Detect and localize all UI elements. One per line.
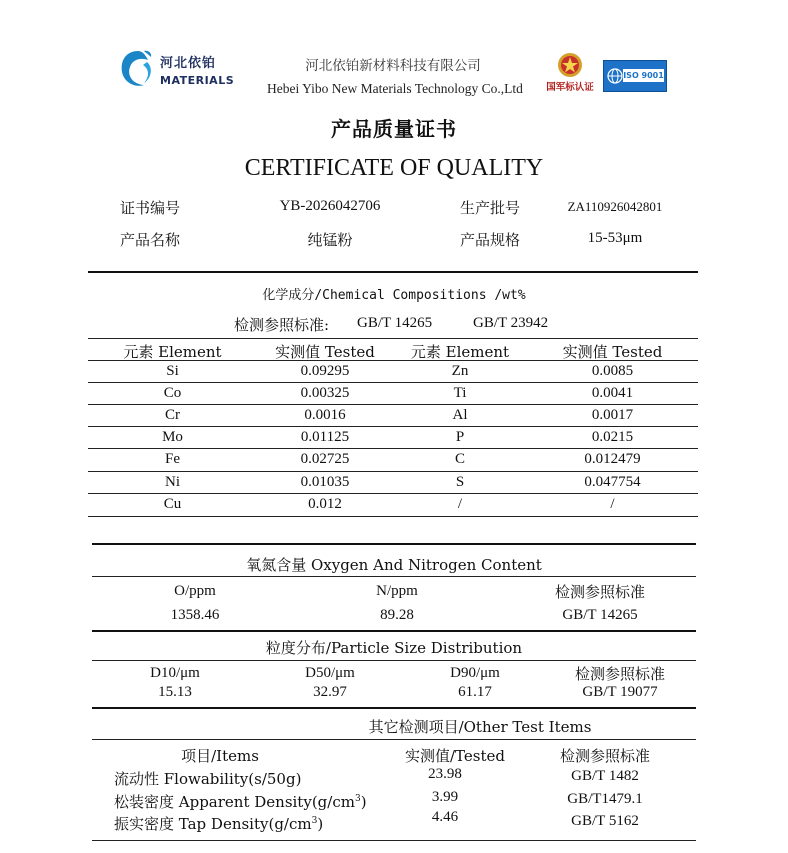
chem-standard-label: 检测参照标准:	[234, 316, 330, 334]
batch-number-label: 生产批号	[460, 199, 521, 217]
other-col-tested: 实测值/Tested	[405, 747, 505, 765]
logo-text-cn: 河北依铂	[160, 56, 217, 71]
other-item-name: 松装密度 Apparent $Density(g/cm^3)$	[114, 793, 367, 811]
other-col-standard: 检测参照标准	[559, 747, 650, 765]
chem-cell: /	[457, 496, 463, 512]
d10-value: 15.13	[158, 684, 192, 700]
logo-text-en: MATERIALS	[160, 74, 235, 87]
divider	[92, 543, 696, 545]
psd-col-d50: D50/μm	[305, 665, 355, 681]
star-emblem-icon	[557, 52, 583, 78]
on-col-standard: 检测参照标准	[554, 583, 645, 601]
other-item-value: 3.99	[431, 789, 459, 805]
chem-cell: C	[454, 451, 465, 467]
other-item-name: 流动性 Flowability(s/50g)	[114, 770, 302, 788]
chem-cell: 0.00325	[300, 385, 350, 401]
divider	[88, 471, 698, 472]
chem-cell: 0.0041	[591, 385, 634, 401]
product-name-label: 产品名称	[120, 231, 181, 249]
other-col-items: 项目/Items	[181, 747, 259, 765]
chem-cell: Cr	[165, 407, 180, 423]
product-name-value: 纯锰粉	[307, 231, 353, 249]
batch-number-value: ZA110926042801	[567, 199, 663, 214]
other-item-standard: GB/T1479.1	[567, 791, 643, 807]
military-cert-badge	[544, 52, 596, 96]
military-cert-label: 国军标认证	[546, 82, 594, 93]
chem-cell: P	[455, 429, 465, 445]
chem-cell: 0.09295	[300, 363, 350, 379]
cert-number-label: 证书编号	[120, 199, 181, 217]
psd-standard-value: GB/T 19077	[582, 684, 658, 700]
chem-col-element: 元素 Element	[123, 343, 222, 361]
iso-badge-label: ISO 9001	[623, 71, 664, 80]
divider	[88, 338, 698, 339]
chem-cell: 0.01125	[300, 429, 350, 445]
iso-badge	[603, 60, 667, 92]
chem-cell: Zn	[451, 363, 469, 379]
divider	[92, 707, 696, 709]
chem-cell: Al	[452, 407, 468, 423]
on-col-oxygen: O/ppm	[174, 583, 216, 599]
d90-value: 61.17	[458, 684, 492, 700]
chem-cell: S	[455, 474, 465, 490]
chem-standard-2: GB/T 23942	[473, 315, 549, 331]
chem-cell: Si	[166, 363, 179, 379]
divider	[88, 493, 698, 494]
chem-cell: 0.02725	[300, 451, 350, 467]
psd-section-title: 粒度分布/Particle Size Distribution	[265, 639, 523, 657]
company-name-cn: 河北依铂新材料科技有限公司	[305, 58, 481, 74]
chem-standard-1: GB/T 14265	[357, 315, 433, 331]
oxygen-value: 1358.46	[170, 607, 220, 623]
divider	[88, 404, 698, 405]
other-item-standard: GB/T 1482	[571, 768, 639, 784]
chem-cell: 0.012	[308, 496, 342, 512]
chem-cell: 0.012479	[584, 451, 641, 467]
divider	[92, 739, 696, 740]
psd-col-standard: 检测参照标准	[574, 665, 665, 683]
on-standard-value: GB/T 14265	[562, 607, 638, 623]
chem-cell: Ni	[165, 474, 180, 490]
company-name-en: Hebei Yibo New Materials Technology Co.,Ltd	[267, 81, 523, 96]
divider	[88, 360, 698, 361]
chem-col-tested: 实测值 Tested	[275, 343, 375, 361]
divider	[92, 576, 696, 577]
company-logo	[118, 48, 238, 92]
divider	[92, 630, 696, 632]
chem-cell: 0.01035	[300, 474, 350, 490]
divider	[92, 660, 696, 661]
other-item-value: 4.46	[431, 809, 459, 825]
chem-cell: Cu	[163, 496, 182, 512]
other-item-name: 振实密度 Tap $Density(g/cm^3)$	[114, 815, 324, 833]
on-col-nitrogen: N/ppm	[376, 583, 418, 599]
chem-col-tested-2: 实测值 Tested	[562, 343, 663, 361]
on-section-title: 氧氮含量 Oxygen And Nitrogen Content	[246, 556, 542, 574]
product-spec-value: 15-53μm	[587, 230, 643, 246]
psd-col-d10: D10/μm	[150, 665, 200, 681]
divider	[88, 426, 698, 427]
other-item-standard: GB/T 5162	[571, 813, 639, 829]
nitrogen-value: 89.28	[380, 607, 414, 623]
chem-cell: 0.0017	[591, 407, 634, 423]
psd-col-d90: D90/μm	[450, 665, 500, 681]
chem-cell: Fe	[165, 451, 180, 467]
divider	[92, 840, 696, 841]
cert-number-value: YB-2026042706	[279, 198, 381, 214]
product-spec-label: 产品规格	[460, 231, 521, 249]
divider	[88, 448, 698, 449]
other-section-title: 其它检测项目/Other Test Items	[368, 718, 592, 736]
chem-cell: Ti	[453, 385, 467, 401]
chem-cell: 0.0016	[304, 407, 346, 423]
divider	[88, 271, 698, 273]
chem-col-element-2: 元素 Element	[410, 343, 510, 361]
chem-cell: Mo	[162, 429, 183, 445]
chem-cell: Co	[163, 385, 182, 401]
certificate-title-en: CERTIFICATE OF QUALITY	[244, 155, 544, 181]
certificate-title-cn: 产品质量证书	[331, 117, 457, 141]
chem-cell: 0.0085	[591, 363, 634, 379]
logo-swirl-icon	[118, 48, 158, 90]
chem-section-title: 化学成分/Chemical Compositions /wt%	[262, 288, 526, 303]
divider	[88, 516, 698, 517]
chem-cell: 0.047754	[584, 474, 641, 490]
chem-cell: /	[610, 496, 615, 512]
d50-value: 32.97	[313, 684, 347, 700]
other-item-value: 23.98	[428, 766, 462, 782]
chem-cell: 0.0215	[591, 429, 634, 445]
iso-globe-icon	[607, 68, 623, 84]
divider	[88, 382, 698, 383]
